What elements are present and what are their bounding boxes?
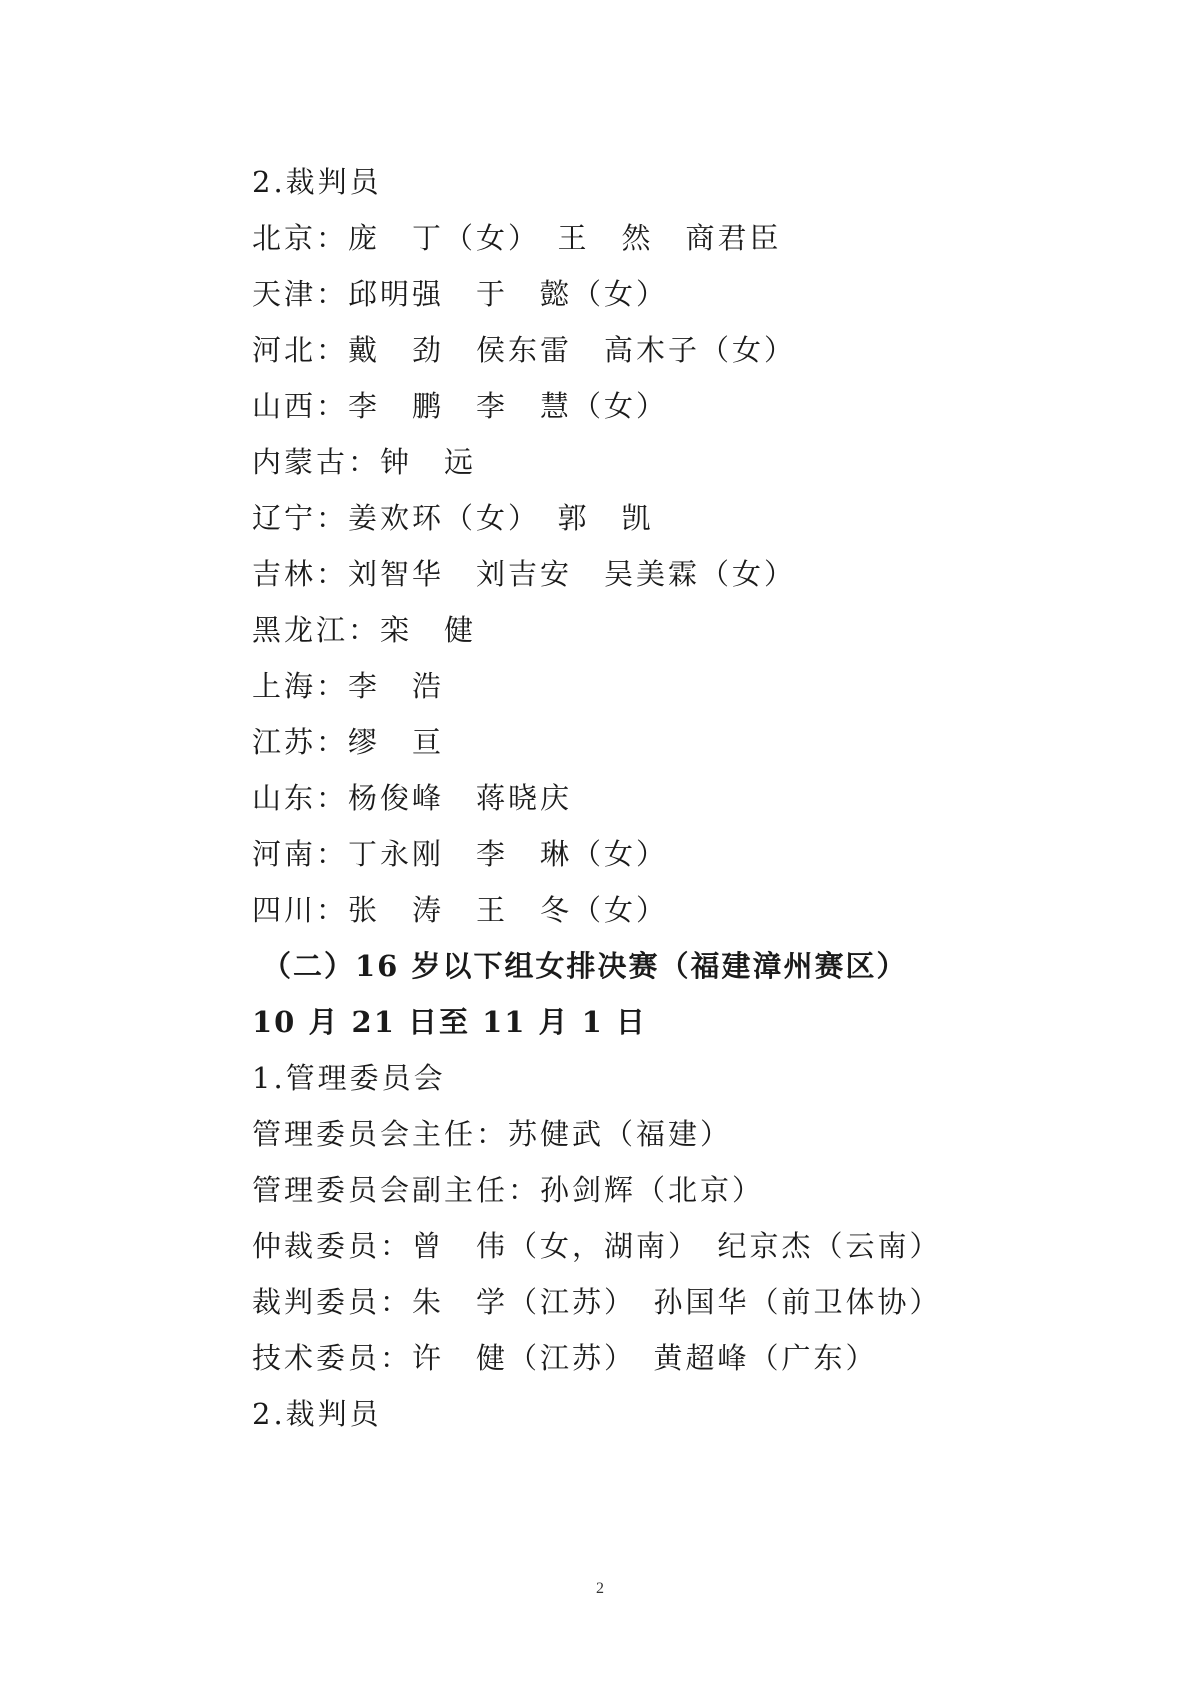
referee-line-henan: 河南：丁永刚 李 琳（女） <box>252 837 669 871</box>
referee-line-jilin: 吉林：刘智华 刘吉安 吴美霖（女） <box>252 557 797 591</box>
referee-line-shanxi: 山西：李 鹏 李 慧（女） <box>252 389 669 423</box>
referee-line-jiangsu: 江苏：缪 亘 <box>252 725 445 759</box>
referee-line-beijing: 北京：庞 丁（女） 王 然 商君臣 <box>252 221 782 255</box>
arbitration-members: 仲裁委员：曾 伟（女，湖南） 纪京杰（云南） <box>252 1229 942 1263</box>
referee-line-inner-mongolia: 内蒙古：钟 远 <box>252 445 477 479</box>
section-heading-committee: 1.管理委员会 <box>252 1061 446 1095</box>
section-heading-referees: 2.裁判员 <box>252 165 382 199</box>
referee-committee-members: 裁判委员：朱 学（江苏） 孙国华（前卫体协） <box>252 1285 942 1319</box>
referee-line-tianjin: 天津：邱明强 于 懿（女） <box>252 277 669 311</box>
section-heading-u16-final: （二）16 岁以下组女排决赛（福建漳州赛区） <box>262 949 908 983</box>
referee-line-heilongjiang: 黑龙江：栾 健 <box>252 613 477 647</box>
referee-line-sichuan: 四川：张 涛 王 冬（女） <box>252 893 669 927</box>
event-date-range: 10 月 21 日至 11 月 1 日 <box>252 1005 647 1039</box>
page-number: 2 <box>596 1580 604 1597</box>
section-heading-referees-2: 2.裁判员 <box>252 1397 382 1431</box>
referee-line-hebei: 河北：戴 劲 侯东雷 高木子（女） <box>252 333 797 367</box>
referee-line-liaoning: 辽宁：姜欢环（女） 郭 凯 <box>252 501 654 535</box>
committee-director: 管理委员会主任：苏健武（福建） <box>252 1117 733 1151</box>
technical-committee-members: 技术委员：许 健（江苏） 黄超峰（广东） <box>252 1341 878 1375</box>
referee-line-shanghai: 上海：李 浩 <box>252 669 445 703</box>
committee-deputy-director: 管理委员会副主任：孙剑辉（北京） <box>252 1173 765 1207</box>
referee-line-shandong: 山东：杨俊峰 蒋晓庆 <box>252 781 573 815</box>
